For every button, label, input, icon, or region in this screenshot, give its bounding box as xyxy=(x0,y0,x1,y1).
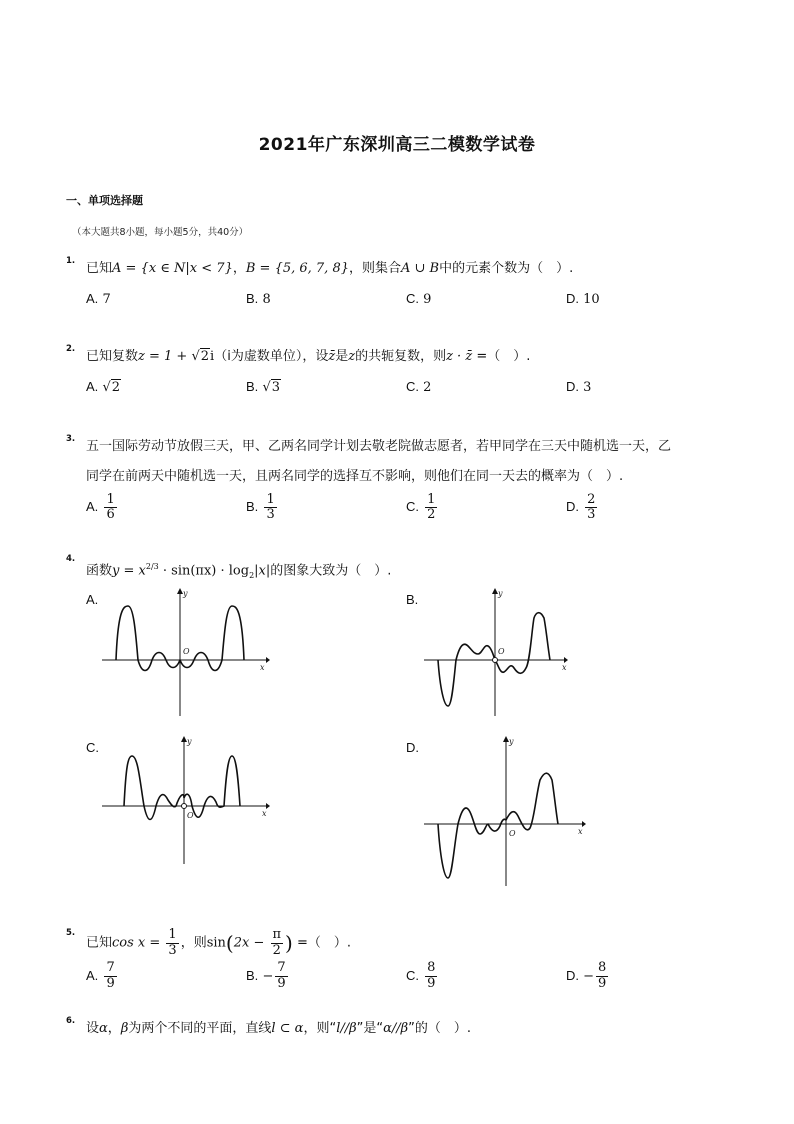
option-d[interactable]: D. $\frac{2}{3}$ xyxy=(566,491,596,522)
x-axis-label: x xyxy=(578,827,583,836)
y-axis-label: y xyxy=(509,737,514,746)
options xyxy=(86,492,736,532)
graph-b-label[interactable]: B. xyxy=(406,592,419,607)
graph-c[interactable] xyxy=(100,736,270,866)
graph-c-label[interactable]: C. xyxy=(86,740,99,755)
origin-label: O xyxy=(509,829,516,838)
question-6 xyxy=(66,1014,736,1044)
option-a[interactable]: A. 7 xyxy=(86,291,111,307)
option-d[interactable]: D. 3 xyxy=(566,379,592,395)
option-b[interactable]: B. − $\frac{7}{9}$ xyxy=(246,960,286,991)
question-5 xyxy=(66,926,736,1001)
y-axis-label: y xyxy=(498,589,503,598)
set-b-expression: B = {5, 6, 7, 8} xyxy=(245,261,349,276)
question-3 xyxy=(66,432,736,532)
question-stem: 已知A = {x ∈ N|x < 7}，B = {5, 6, 7, 8}，则集合A ∪ B中的元素个数为（ ）. xyxy=(86,261,574,276)
option-a[interactable]: A. $\frac{7}{9}$ xyxy=(86,960,115,991)
union-expression: A ∪ B xyxy=(401,261,440,276)
graph-d-label[interactable]: D. xyxy=(406,740,419,755)
x-axis-arrow xyxy=(582,821,586,827)
question-number: 1. xyxy=(66,256,76,266)
y-axis-label: y xyxy=(187,737,192,746)
open-circle xyxy=(182,804,187,809)
option-a[interactable]: A. √2 xyxy=(86,379,121,395)
question-4 xyxy=(66,552,736,591)
question-stem: 五一国际劳动节放假三天，甲、乙两名同学计划去敬老院做志愿者，若甲同学在三天中随机选一天，乙 同学在前两天中随机选一天，且两名同学的选择互不影响，则他们在同一天去的概率为（ ）. xyxy=(86,439,672,484)
origin-label: O xyxy=(183,647,190,656)
x-axis-label: x xyxy=(562,663,567,672)
curve xyxy=(124,756,240,820)
question-1 xyxy=(66,254,736,310)
question-stem: 设α，β为两个不同的平面，直线l ⊂ α，则“l//β”是“α//β”的（ ）. xyxy=(86,1021,472,1036)
option-c[interactable]: C. $\frac{1}{2}$ xyxy=(406,491,436,522)
origin-label: O xyxy=(498,647,505,656)
option-a[interactable]: A. $\frac{1}{6}$ xyxy=(86,491,115,522)
y-axis-label: y xyxy=(183,589,188,598)
options xyxy=(86,372,736,398)
options xyxy=(86,284,736,310)
x-axis-label: x xyxy=(262,809,267,818)
question-stem: 已知cos x = $\frac{1}{3}$ ，则sin(2x − $\frac{\pi}{2}$ ) =（ ）. xyxy=(86,927,352,958)
graph-a-label[interactable]: A. xyxy=(86,592,99,607)
graph-d[interactable] xyxy=(422,736,592,886)
question-stem: 已知复数z = 1 + √2i（i为虚数单位），设z̄是z的共轭复数，则z · z̄ =（ ）. xyxy=(86,349,531,364)
graph-b[interactable] xyxy=(422,588,592,718)
option-c[interactable]: C. 2 xyxy=(406,379,432,395)
section-note: （本大题共8小题，每小题5分，共40分） xyxy=(72,227,249,238)
option-d[interactable]: D. 10 xyxy=(566,291,600,307)
x-axis-arrow xyxy=(266,803,270,809)
question-number: 2. xyxy=(66,344,76,354)
option-b[interactable]: B. √3 xyxy=(246,379,281,395)
question-number: 6. xyxy=(66,1016,76,1026)
question-number: 4. xyxy=(66,554,76,564)
x-axis-label: x xyxy=(260,663,265,672)
sqrt-expression: √2 xyxy=(191,349,210,364)
graph-a[interactable] xyxy=(100,588,270,718)
question-stem: 函数$y = x^{2/3} \cdot \sin(\pi x) \cdot \log_2|x|$的图象大致为（ ）. xyxy=(86,562,392,580)
option-b[interactable]: B. $\frac{1}{3}$ xyxy=(246,491,275,522)
option-b[interactable]: B. 8 xyxy=(246,291,271,307)
option-c[interactable]: C. $\frac{8}{9}$ xyxy=(406,960,436,991)
question-number: 5. xyxy=(66,928,76,938)
options xyxy=(86,961,736,1001)
option-c[interactable]: C. 9 xyxy=(406,291,432,307)
section-title: 一、单项选择题 xyxy=(66,194,143,207)
set-a-expression: A = {x ∈ N|x < 7} xyxy=(112,261,233,276)
question-2 xyxy=(66,342,736,398)
open-circle xyxy=(493,658,498,663)
option-d[interactable]: D. − $\frac{8}{9}$ xyxy=(566,960,607,991)
page-title: 2021年广东深圳高三二模数学试卷 xyxy=(258,135,536,155)
x-axis-arrow xyxy=(266,657,270,663)
origin-label: O xyxy=(187,811,194,820)
question-number: 3. xyxy=(66,434,76,444)
curve xyxy=(438,773,558,878)
